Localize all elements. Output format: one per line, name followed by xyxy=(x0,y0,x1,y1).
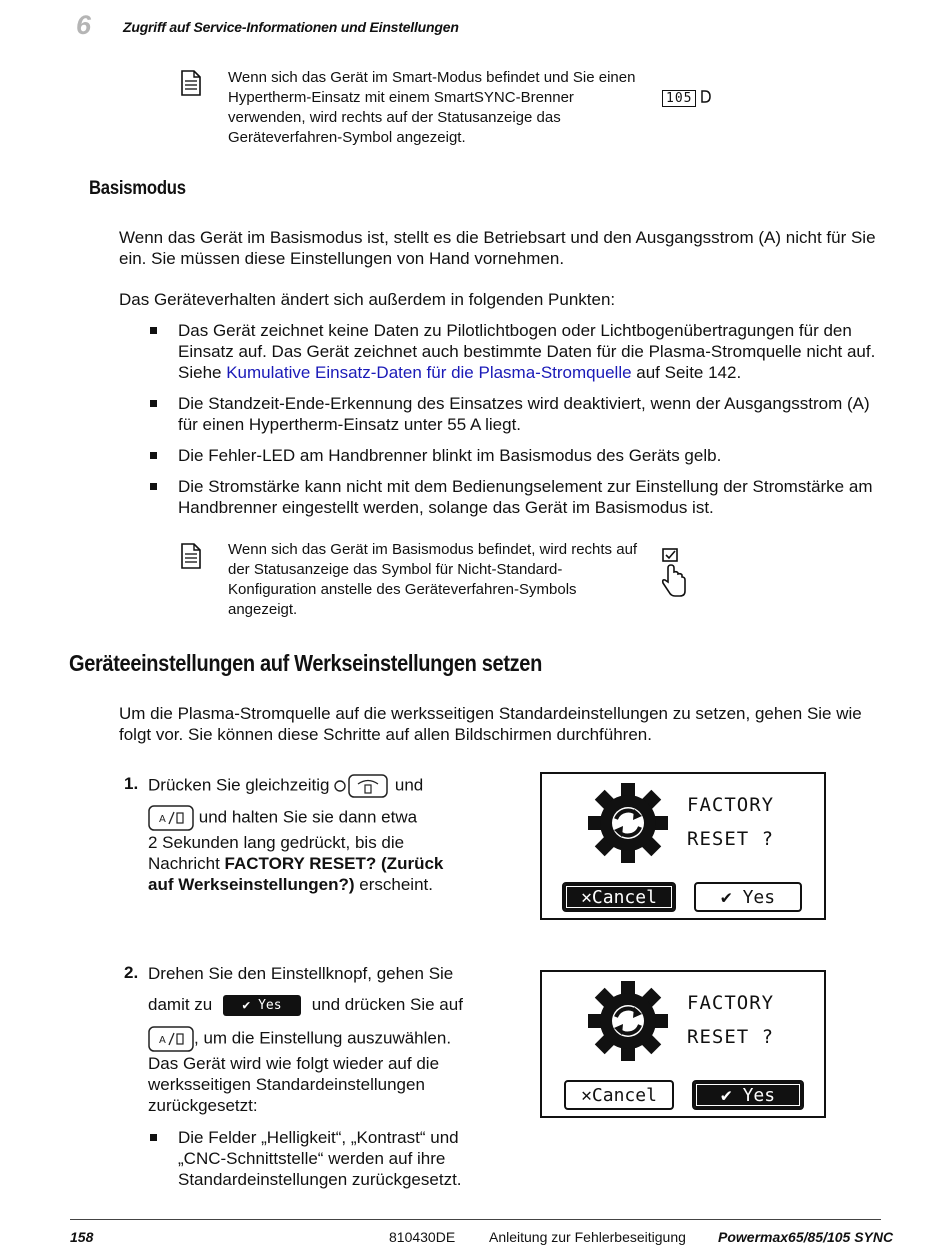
step1-rest: 2 Sekunden lang gedrückt, bis die Nachricht FACTORY RESET? (Zurück auf Werkseinstellungen?) erscheint. xyxy=(148,833,444,894)
note-smart-mode-text: Wenn sich das Gerät im Smart-Modus befindet und Sie einen Hypertherm-Einsatz mit einem SmartSYNC-Brenner verwenden, wird rechts auf der Statusanzeige das Geräteverfahren-Symbol angezeigt. xyxy=(228,69,636,146)
factory-reset-message: FACTORY RESET? (Zurück auf Werkseinstellungen?) xyxy=(148,854,444,894)
note-basic-mode-text: Wenn sich das Gerät im Basismodus befindet, wird rechts auf der Statusanzeige das Symbol für Nicht-Standard-Konfiguration anstelle des Geräteverfahren-Symbols angezeigt. xyxy=(228,541,638,618)
note-icon xyxy=(181,543,201,569)
running-header-title: Zugriff auf Service-Informationen und Einstellungen xyxy=(123,19,459,35)
list-item: Die Felder „Helligkeit“, „Kontrast“ und „CNC-Schnittstelle“ werden auf ihre Standardeinstellungen zurückgesetzt. xyxy=(178,1127,478,1190)
product-name: Powermax65/85/105 SYNC xyxy=(718,1229,894,1245)
chapter-number: 6 xyxy=(76,10,92,40)
factory-reset-gear-icon xyxy=(588,780,668,866)
screen-message-line2: RESET ? xyxy=(687,1026,775,1048)
svg-text:A: A xyxy=(159,814,166,825)
basismodus-lead: Das Geräteverhalten ändert sich außerdem in folgenden Punkten: xyxy=(119,290,616,309)
step2-line2: damit zu ✔ Yes und drücken Sie auf xyxy=(148,994,463,1016)
process-status-indicator xyxy=(662,89,711,106)
memory-button-icon xyxy=(334,774,390,798)
display-screen-yes-selected xyxy=(540,970,826,1118)
mode-select-button-icon xyxy=(148,805,194,831)
section-heading-basismodus: Basismodus xyxy=(89,178,186,199)
step2-line3: A , um die Einstellung auszuwählen. xyxy=(148,1026,451,1052)
step1-line2: A und halten Sie sie dann etwa xyxy=(148,805,417,831)
yes-button-inline-icon: ✔ Yes xyxy=(223,995,301,1016)
checkmark-icon: ✔ xyxy=(720,1085,732,1106)
checkmark-icon: ✔ xyxy=(720,887,732,908)
process-status-value: 105 xyxy=(662,90,696,107)
document-title: Anleitung zur Fehlerbeseitigung xyxy=(489,1229,686,1245)
step-number: 2. xyxy=(124,963,139,982)
basismodus-intro: Wenn das Gerät im Basismodus ist, stellt es die Betriebsart und den Ausgangsstrom (A) nicht für Sie ein. Sie müssen diese Einstellungen von Hand vornehmen. xyxy=(119,228,876,268)
section-heading-factory-reset: Geräteeinstellungen auf Werkseinstellungen setzen xyxy=(69,650,542,676)
cancel-x-icon: ✕ xyxy=(581,887,592,908)
document-number: 810430DE xyxy=(389,1229,456,1245)
non-standard-config-icon xyxy=(660,546,690,600)
cancel-x-icon: ✕ xyxy=(581,1085,592,1106)
screen-message-line1: FACTORY xyxy=(687,794,775,816)
link-cumulative-data[interactable]: Kumulative Einsatz-Daten für die Plasma-Stromquelle xyxy=(226,363,632,382)
svg-text:A: A xyxy=(159,1035,166,1046)
yes-button[interactable]: ✔ Yes xyxy=(694,882,802,912)
note-icon xyxy=(181,70,201,96)
list-item: Das Gerät zeichnet keine Daten zu Pilotlichtbogen oder Lichtbogenübertragungen für den Einsatz auf. Das Gerät zeichnet auch bestimmte Daten für die Plasma-Stromquelle nicht auf. Siehe Kumulative Einsatz-Daten für die Plasma-Stromquelle auf Seite 142. xyxy=(178,320,888,383)
list-item: Die Standzeit-Ende-Erkennung des Einsatzes wird deaktiviert, wenn der Ausgangsstrom (A) für einen Hypertherm-Einsatz unter 55 A liegt. xyxy=(178,393,888,435)
yes-button[interactable]: ✔ Yes xyxy=(692,1080,804,1110)
step2-line1: Drehen Sie den Einstellknopf, gehen Sie xyxy=(148,964,454,983)
screen-message-line1: FACTORY xyxy=(687,992,775,1014)
step-number: 1. xyxy=(124,774,139,793)
footer-divider xyxy=(70,1219,881,1220)
basismodus-bullet-list xyxy=(178,320,888,528)
cancel-button[interactable]: ✕Cancel xyxy=(564,1080,674,1110)
factory-reset-gear-icon xyxy=(588,978,668,1064)
screen-message-line2: RESET ? xyxy=(687,828,775,850)
display-screen-cancel-selected xyxy=(540,772,826,920)
list-item: Die Fehler-LED am Handbrenner blinkt im Basismodus des Geräts gelb. xyxy=(178,445,888,466)
cancel-button[interactable]: ✕Cancel xyxy=(562,882,676,912)
torch-consumable-icon xyxy=(701,89,711,104)
mode-select-button-icon xyxy=(148,1026,194,1052)
list-item: Die Stromstärke kann nicht mit dem Bedienungselement zur Einstellung der Stromstärke am Handbrenner eingestellt werden, solange das Gerät im Basismodus ist. xyxy=(178,476,888,518)
step2-rest: Das Gerät wird wie folgt wieder auf die werksseitigen Standardeinstellungen zurückgesetzt: xyxy=(148,1054,440,1115)
step1-line1: Drücken Sie gleichzeitig und xyxy=(148,774,423,798)
page-number: 158 xyxy=(70,1229,94,1245)
step2-bullet-list xyxy=(178,1127,478,1200)
factory-reset-intro: Um die Plasma-Stromquelle auf die werksseitigen Standardeinstellungen zu setzen, gehen Sie wie folgt vor. Sie können diese Schritte auf allen Bildschirmen durchführen. xyxy=(119,704,862,744)
